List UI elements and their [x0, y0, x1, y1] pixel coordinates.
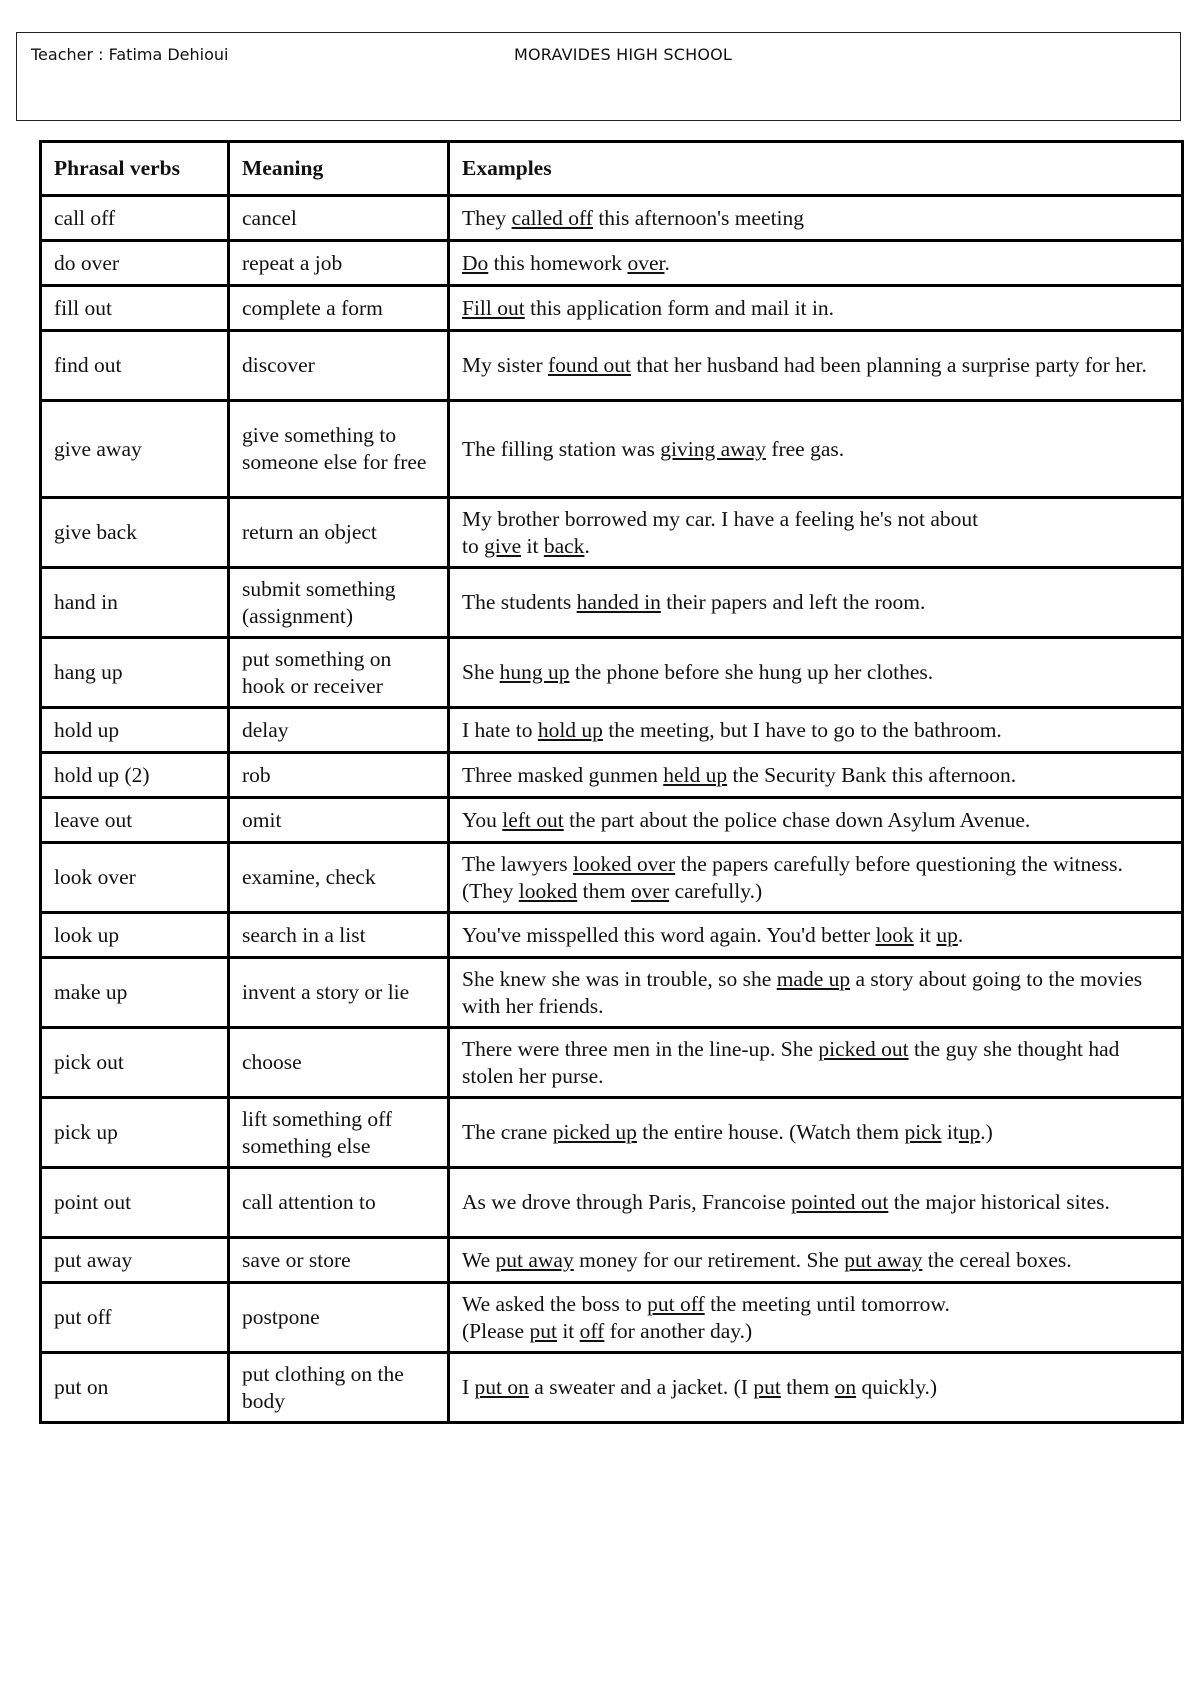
example-text: We	[462, 1247, 496, 1272]
table-row	[41, 568, 1183, 638]
example-text: The filling station was	[462, 436, 661, 461]
example-text: the major historical sites.	[888, 1190, 1110, 1214]
underlined-phrasal-verb: over	[631, 878, 670, 903]
meaning-cell: discover	[229, 331, 449, 401]
underlined-phrasal-verb: pointed out	[791, 1190, 889, 1214]
underlined-phrasal-verb: up	[936, 922, 958, 947]
example-text: the part about the police chase down Asylum Avenue.	[563, 807, 1031, 832]
example-text: this homework	[488, 250, 628, 275]
phrasal-verb-cell: do over	[41, 241, 229, 286]
example-text: that her husband had been planning a surprise party for her.	[631, 353, 1147, 377]
underlined-phrasal-verb: giving away	[660, 436, 766, 461]
underlined-phrasal-verb: found out	[548, 353, 632, 377]
example-text: My sister	[462, 353, 548, 377]
example-text: the guy she thought had stolen her purse.	[462, 1036, 1120, 1088]
phrasal-verb-cell: make up	[41, 958, 229, 1028]
phrasal-verb-cell: pick up	[41, 1098, 229, 1168]
example-text: You've misspelled this word again. You'd better	[462, 922, 876, 947]
example-cell	[449, 1028, 1183, 1098]
phrasal-verb-cell: leave out	[41, 798, 229, 843]
underlined-phrasal-verb: put away	[495, 1247, 574, 1272]
example-text: .	[664, 250, 670, 275]
underlined-phrasal-verb: handed in	[576, 590, 661, 614]
example-cell	[449, 708, 1183, 753]
underlined-phrasal-verb: put away	[844, 1247, 923, 1272]
underlined-phrasal-verb: Do	[462, 250, 489, 275]
example-text: a sweater and a jacket. (I	[528, 1375, 754, 1399]
teacher-name: Teacher : Fatima Dehioui	[31, 45, 229, 64]
example-cell	[449, 196, 1183, 241]
underlined-phrasal-verb: put	[753, 1375, 781, 1399]
header-meaning: Meaning	[229, 142, 449, 196]
example-text: to	[462, 533, 485, 558]
example-cell	[449, 568, 1183, 638]
underlined-phrasal-verb: put on	[474, 1375, 529, 1399]
phrasal-verb-cell: hand in	[41, 568, 229, 638]
example-cell	[449, 913, 1183, 958]
meaning-cell: repeat a job	[229, 241, 449, 286]
example-text: the papers carefully before questioning the witness. (They	[462, 851, 1123, 903]
phrasal-verb-cell: find out	[41, 331, 229, 401]
table-row	[41, 638, 1183, 708]
underlined-phrasal-verb: picked out	[818, 1036, 909, 1061]
example-cell	[449, 498, 1183, 568]
header-phrasal-verbs: Phrasal verbs	[41, 142, 229, 196]
meaning-cell: put clothing on the body	[229, 1353, 449, 1423]
example-text: .	[584, 533, 590, 558]
table-row	[41, 286, 1183, 331]
underlined-phrasal-verb: back	[543, 533, 585, 558]
example-cell	[449, 1098, 1183, 1168]
table-row	[41, 1283, 1183, 1353]
meaning-cell: examine, check	[229, 843, 449, 913]
meaning-cell: delay	[229, 708, 449, 753]
table-row	[41, 958, 1183, 1028]
table-row	[41, 241, 1183, 286]
underlined-phrasal-verb: picked up	[552, 1120, 637, 1144]
phrasal-verb-cell: pick out	[41, 1028, 229, 1098]
example-cell	[449, 401, 1183, 498]
table-row	[41, 1238, 1183, 1283]
example-text: this application form and mail it in.	[524, 295, 835, 320]
phrasal-verb-cell: look up	[41, 913, 229, 958]
example-cell	[449, 958, 1183, 1028]
example-text: The crane	[462, 1120, 553, 1144]
phrasal-verb-cell: point out	[41, 1168, 229, 1238]
underlined-phrasal-verb: made up	[776, 966, 851, 991]
phrasal-verb-cell: put on	[41, 1353, 229, 1423]
underlined-phrasal-verb: up	[958, 1120, 981, 1144]
meaning-cell: invent a story or lie	[229, 958, 449, 1028]
underlined-phrasal-verb: put	[529, 1318, 557, 1343]
meaning-cell: put something on hook or receiver	[229, 638, 449, 708]
meaning-cell: submit something (assignment)	[229, 568, 449, 638]
table-row	[41, 401, 1183, 498]
phrasal-verb-cell: look over	[41, 843, 229, 913]
phrasal-verbs-table	[39, 140, 1184, 1424]
example-text: them	[780, 1375, 835, 1399]
example-text: their papers and left the room.	[660, 590, 926, 614]
meaning-cell: choose	[229, 1028, 449, 1098]
example-text: The students	[462, 590, 577, 614]
table-row	[41, 843, 1183, 913]
underlined-phrasal-verb: on	[834, 1375, 857, 1399]
school-name: MORAVIDES HIGH SCHOOL	[514, 45, 733, 64]
table-row	[41, 708, 1183, 753]
table-header-row	[41, 142, 1183, 196]
example-text: the entire house. (Watch them	[636, 1120, 905, 1144]
example-text: the Security Bank this afternoon.	[727, 762, 1017, 787]
example-text: carefully.)	[669, 878, 763, 903]
underlined-phrasal-verb: give	[484, 533, 522, 558]
example-text: the meeting until tomorrow.	[704, 1291, 950, 1316]
example-text: it	[556, 1318, 580, 1343]
example-cell	[449, 843, 1183, 913]
example-text: it	[521, 533, 544, 558]
table-row	[41, 498, 1183, 568]
meaning-cell: return an object	[229, 498, 449, 568]
phrasal-verb-cell: give back	[41, 498, 229, 568]
example-text: for another day.)	[604, 1318, 753, 1343]
underlined-phrasal-verb: over	[627, 250, 665, 275]
meaning-cell: save or store	[229, 1238, 449, 1283]
table-row	[41, 1168, 1183, 1238]
underlined-phrasal-verb: looked over	[573, 851, 676, 876]
example-cell	[449, 1168, 1183, 1238]
example-text: She	[462, 660, 500, 684]
example-text: the cereal boxes.	[922, 1247, 1072, 1272]
meaning-cell: cancel	[229, 196, 449, 241]
example-text: it	[941, 1120, 959, 1144]
example-cell	[449, 286, 1183, 331]
example-text: She knew she was in trouble, so she	[462, 966, 777, 991]
table-row	[41, 913, 1183, 958]
underlined-phrasal-verb: pick	[904, 1120, 942, 1144]
phrasal-verb-cell: put off	[41, 1283, 229, 1353]
example-text: There were three men in the line-up. She	[462, 1036, 819, 1061]
underlined-phrasal-verb: held up	[663, 762, 728, 787]
underlined-phrasal-verb: look	[875, 922, 914, 947]
example-cell	[449, 1353, 1183, 1423]
underlined-phrasal-verb: hold up	[537, 717, 603, 742]
example-cell	[449, 798, 1183, 843]
meaning-cell: lift something off something else	[229, 1098, 449, 1168]
example-text: As we drove through Paris, Francoise	[462, 1190, 792, 1214]
table-row	[41, 196, 1183, 241]
table-row	[41, 753, 1183, 798]
example-cell	[449, 638, 1183, 708]
example-text: The lawyers	[462, 851, 574, 876]
example-text: We asked the boss to	[462, 1291, 648, 1316]
underlined-phrasal-verb: hung up	[499, 660, 570, 684]
underlined-phrasal-verb: called off	[511, 205, 593, 230]
meaning-cell: omit	[229, 798, 449, 843]
phrasal-verb-cell: call off	[41, 196, 229, 241]
example-text: .	[957, 922, 964, 947]
example-text: a story about going to the movies with her friends.	[462, 966, 1143, 1018]
example-cell	[449, 1283, 1183, 1353]
example-text: .)	[980, 1120, 993, 1144]
meaning-cell: call attention to	[229, 1168, 449, 1238]
phrasal-verb-cell: hold up	[41, 708, 229, 753]
underlined-phrasal-verb: put off	[647, 1291, 705, 1316]
example-cell	[449, 1238, 1183, 1283]
example-text: (Please	[462, 1318, 530, 1343]
underlined-phrasal-verb: off	[579, 1318, 605, 1343]
table-row	[41, 1353, 1183, 1423]
table-row	[41, 1028, 1183, 1098]
example-text: You	[462, 807, 503, 832]
example-text: I	[462, 1375, 475, 1399]
phrasal-verb-cell: give away	[41, 401, 229, 498]
example-text: Three masked gunmen	[462, 762, 664, 787]
example-text: free gas.	[765, 436, 845, 461]
underlined-phrasal-verb: looked	[518, 878, 578, 903]
example-text: them	[577, 878, 631, 903]
meaning-cell: rob	[229, 753, 449, 798]
header-box	[16, 32, 1181, 121]
table-row	[41, 1098, 1183, 1168]
example-text: it	[913, 922, 937, 947]
example-text: the phone before she hung up her clothes.	[569, 660, 934, 684]
underlined-phrasal-verb: Fill out	[462, 295, 525, 320]
example-cell	[449, 753, 1183, 798]
example-text: quickly.)	[856, 1375, 938, 1399]
phrasal-verb-cell: hold up (2)	[41, 753, 229, 798]
table-row	[41, 798, 1183, 843]
example-text: the meeting, but I have to go to the bathroom.	[602, 717, 1002, 742]
example-text: I hate to	[462, 717, 538, 742]
header-examples: Examples	[449, 142, 1183, 196]
meaning-cell: complete a form	[229, 286, 449, 331]
example-text: They	[462, 205, 512, 230]
example-cell	[449, 241, 1183, 286]
underlined-phrasal-verb: left out	[502, 807, 564, 832]
example-text: money for our retirement. She	[573, 1247, 845, 1272]
example-text: My brother borrowed my car. I have a feeling he's not about	[462, 506, 979, 531]
example-text: this afternoon's meeting	[592, 205, 805, 230]
phrasal-verb-cell: fill out	[41, 286, 229, 331]
meaning-cell: give something to someone else for free	[229, 401, 449, 498]
table-row	[41, 331, 1183, 401]
phrasal-verb-cell: put away	[41, 1238, 229, 1283]
meaning-cell: postpone	[229, 1283, 449, 1353]
meaning-cell: search in a list	[229, 913, 449, 958]
example-cell	[449, 331, 1183, 401]
phrasal-verb-cell: hang up	[41, 638, 229, 708]
